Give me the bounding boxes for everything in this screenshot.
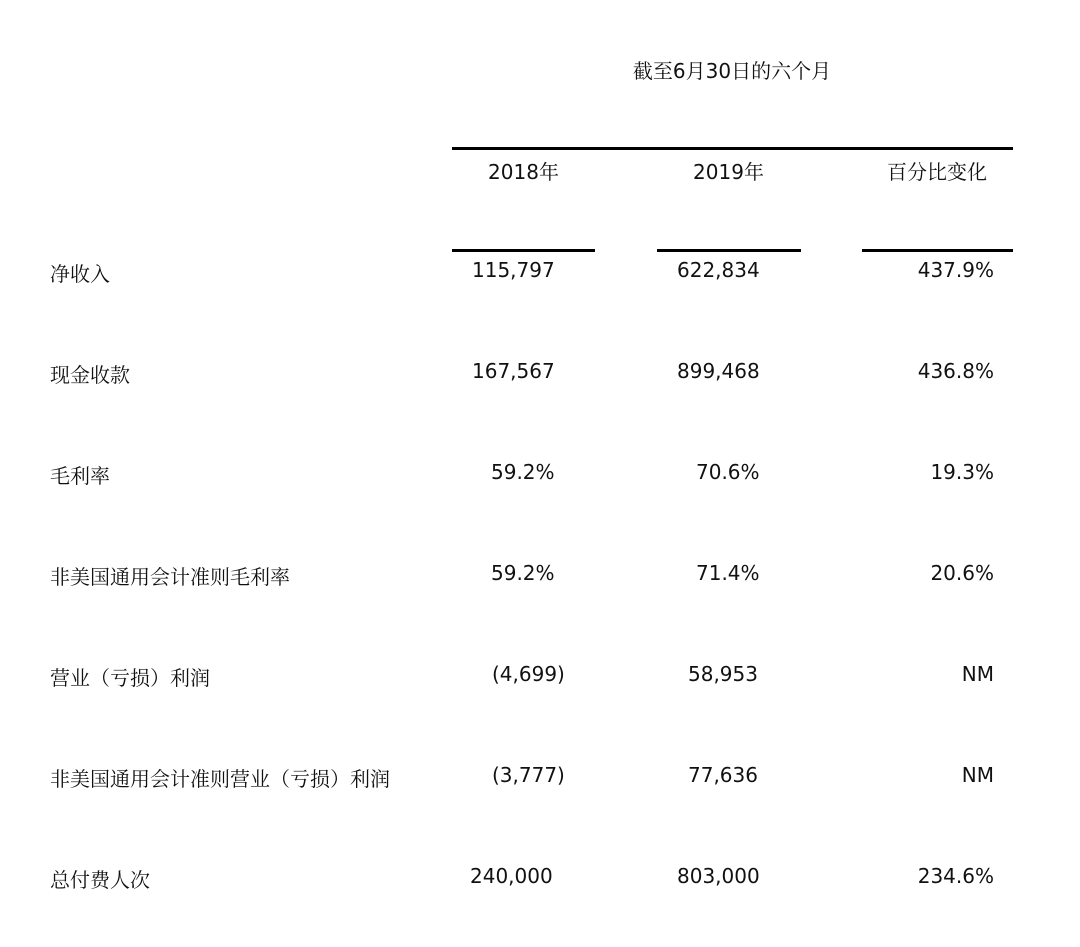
cell-operating-profit-loss-change: NM (961, 662, 994, 686)
cell-non-gaap-gross-margin-2019: 71.4% (696, 561, 760, 585)
cell-non-gaap-gross-margin-2018: 59.2% (491, 561, 555, 585)
cell-net-revenue-2019: 622,834 (677, 258, 760, 282)
cell-gross-margin-2018: 59.2% (491, 460, 555, 484)
cell-net-revenue-change: 437.9% (917, 258, 994, 282)
cell-operating-profit-loss-2018: (4,699) (492, 662, 565, 686)
row-label-cash-collections: 现金收款 (50, 363, 130, 387)
cell-cash-collections-change: 436.8% (917, 359, 994, 383)
cell-gross-margin-change: 19.3% (930, 460, 994, 484)
cell-cash-collections-2019: 899,468 (677, 359, 760, 383)
column-header-2019: 2019年 (693, 160, 764, 184)
row-label-gross-margin: 毛利率 (50, 464, 110, 488)
column-rule-2018 (452, 249, 595, 252)
period-header: 截至6月30日的六个月 (632, 59, 832, 83)
row-label-non-gaap-gross-margin: 非美国通用会计准则毛利率 (50, 565, 290, 589)
row-label-net-revenue: 净收入 (50, 262, 110, 286)
cell-total-paid-users-2019: 803,000 (677, 864, 760, 888)
column-rule-percent-change (862, 249, 1013, 252)
cell-total-paid-users-change: 234.6% (917, 864, 994, 888)
cell-non-gaap-gross-margin-change: 20.6% (930, 561, 994, 585)
row-label-total-paid-users: 总付费人次 (50, 868, 150, 892)
column-header-2018: 2018年 (488, 160, 559, 184)
cell-total-paid-users-2018: 240,000 (470, 864, 553, 888)
cell-non-gaap-operating-profit-loss-2018: (3,777) (492, 763, 565, 787)
column-rule-2019 (657, 249, 801, 252)
column-header-percent-change: 百分比变化 (887, 160, 987, 184)
row-label-operating-profit-loss: 营业（亏损）利润 (50, 666, 210, 690)
cell-net-revenue-2018: 115,797 (472, 258, 555, 282)
cell-operating-profit-loss-2019: 58,953 (688, 662, 758, 686)
cell-non-gaap-operating-profit-loss-change: NM (961, 763, 994, 787)
cell-non-gaap-operating-profit-loss-2019: 77,636 (688, 763, 758, 787)
header-rule (452, 147, 1013, 150)
row-label-non-gaap-operating-profit-loss: 非美国通用会计准则营业（亏损）利润 (50, 767, 390, 791)
cell-cash-collections-2018: 167,567 (472, 359, 555, 383)
cell-gross-margin-2019: 70.6% (696, 460, 760, 484)
